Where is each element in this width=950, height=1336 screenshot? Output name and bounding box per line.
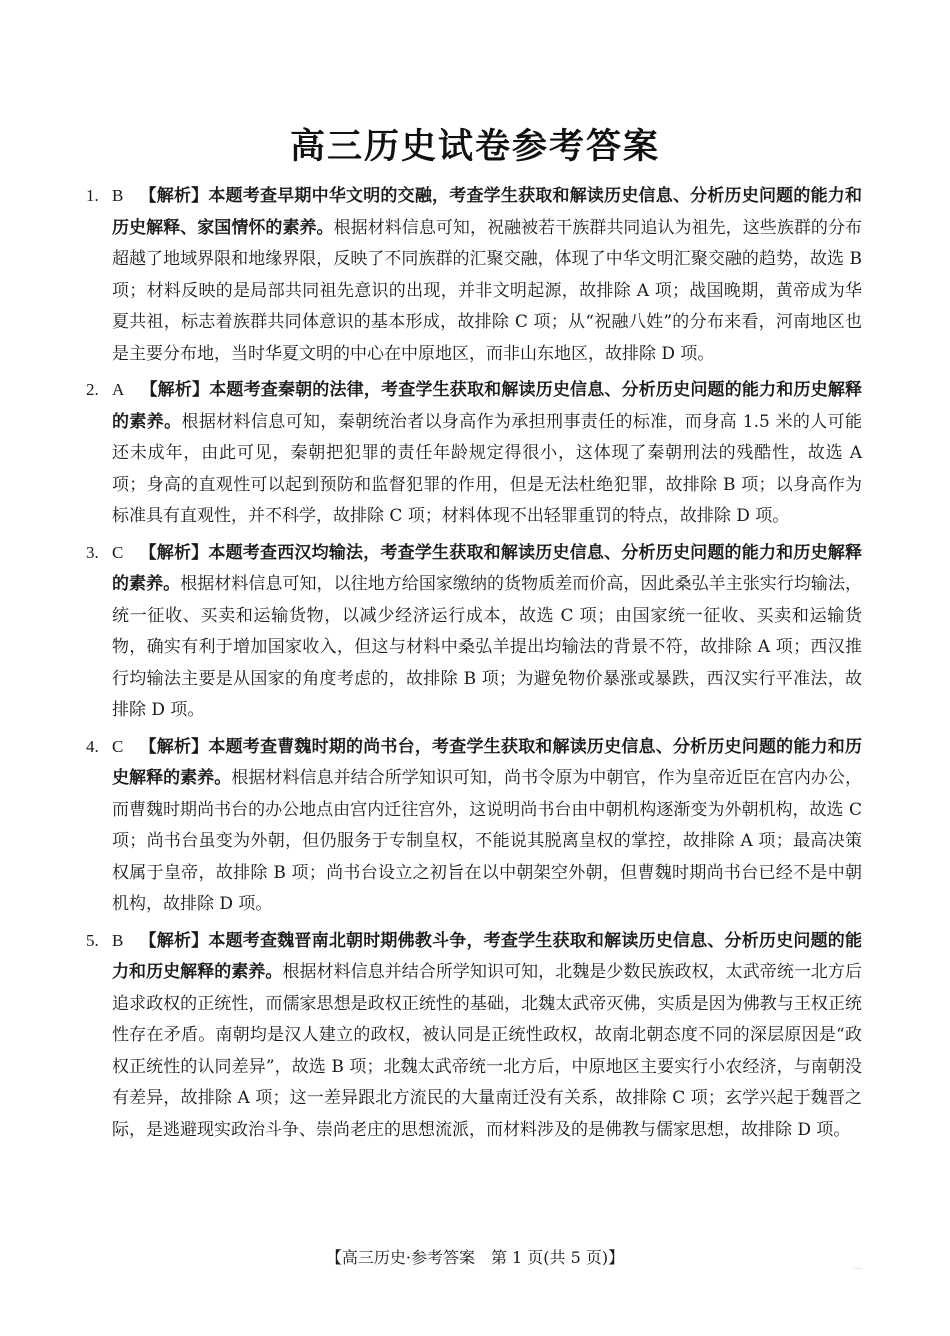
answer-number: 5. [86, 930, 99, 950]
analysis-body: 根据材料信息可知，祝融被若干族群共同追认为祖先，这些族群的分布超越了地域界限和地缘界限，反映了不同族群的汇聚交融，体现了中华文明汇聚交融的趋势，故选 B 项；材料反映的是局部共同祖先意识的出现，并非文明起源，故排除 A 项；战国晚期，黄帝成为华夏共祖，标志着族群共同体意识的基本形成，故排除 C 项；从“祝融八姓”的分布来看，河南地区也是主要分布地，当时华夏文明的中心在中原地区，而非山东地区，故排除 D 项。 [112, 217, 863, 364]
answer-item-1 [86, 180, 862, 370]
analysis-label: 【解析】 [139, 542, 209, 563]
answer-number: 2. [86, 380, 99, 399]
analysis-summary: 本题考查早期中华文明的交融，考查学生获取和解读历史信息、分析历史问题的能力和历史解释、家国情怀的素养。 [112, 186, 862, 238]
answer-choice: C [112, 736, 124, 756]
answer-list [86, 180, 862, 1150]
analysis-body: 根据材料信息并结合所学知识可知，尚书令原为中朝官，作为皇帝近臣在宫内办公，而曹魏时期尚书台的办公地点由宫内迁往宫外，这说明尚书台由中朝机构逐渐变为外朝机构，故选 C 项；尚书台虽变为外朝，但仍服务于专制皇权，不能说其脱离皇权的掌控，故排除 A 项；最高决策权属于皇帝，故排除 B 项；尚书台设立之初旨在以中朝架空外朝，但曹魏时期尚书台已经不是中朝机构，故排除 D 项。 [112, 768, 863, 914]
page-footer: 【高三历史·参考答案 第 1 页(共 5 页)】 [325, 1248, 625, 1267]
analysis-summary: 本题考查西汉均输法，考查学生获取和解读历史信息、分析历史问题的能力和历史解释的素养。 [112, 542, 862, 594]
answer-choice: A [112, 380, 125, 399]
answer-number: 3. [86, 542, 99, 562]
analysis-summary: 本题考查魏晋南北朝时期佛教斗争，考查学生获取和解读历史信息、分析历史问题的能力和历史解释的素养。 [112, 930, 862, 982]
answer-item-5 [86, 925, 862, 1147]
page-title: 高三历史试卷参考答案 [289, 127, 660, 168]
answer-choice: B [112, 186, 124, 205]
analysis-label: 【解析】 [139, 930, 209, 951]
analysis-label: 【解析】 [139, 186, 209, 206]
answer-choice: C [112, 542, 124, 562]
answer-number: 1. [86, 186, 99, 205]
analysis-summary: 本题考查曹魏时期的尚书台，考查学生获取和解读历史信息、分析历史问题的能力和历史解释的素养。 [112, 736, 862, 788]
answer-item-2 [86, 374, 862, 533]
answer-item-4 [86, 731, 862, 921]
analysis-label: 【解析】 [139, 736, 209, 757]
answer-item-3 [86, 537, 862, 727]
answer-choice: B [112, 930, 124, 950]
answer-number: 4. [86, 736, 99, 756]
analysis-body: 根据材料信息可知，秦朝统治者以身高作为承担刑事责任的标准，而身高 1.5 米的人可能还未成年，由此可见，秦朝把犯罪的责任年龄规定得很小，这体现了秦朝刑法的残酷性，故选 A 项；身高的直观性可以起到预防和监督犯罪的作用，但是无法杜绝犯罪，故排除 B 项；以身高作为标准具有直观性，并不科学，故排除 C 项；材料体现不出轻罪重罚的特点，故排除 D 项。 [112, 411, 863, 526]
analysis-summary: 本题考查秦朝的法律，考查学生获取和解读历史信息、分析历史问题的能力和历史解释的素养。 [112, 380, 863, 432]
analysis-body: 根据材料信息并结合所学知识可知，北魏是少数民族政权，太武帝统一北方后追求政权的正统性，而儒家思想是政权正统性的基础，北魏太武帝灭佛，实质是因为佛教与王权正统性存在矛盾。南朝均是汉人建立的政权，被认同是正统性政权，故南北朝态度不同的深层原因是“政权正统性的认同差异”，故选 B 项；北魏太武帝统一北方后，中原地区主要实行小农经济，与南朝没有差异，故排除 A 项；这一差异跟北方流民的大量南迁没有关系，故排除 C 项；玄学兴起于魏晋之际，是逃避现实政治斗争、崇尚老庄的思想流派，而材料涉及的是佛教与儒家思想，故排除 D 项。 [112, 962, 863, 1140]
analysis-label: 【解析】 [140, 380, 210, 400]
analysis-body: 根据材料信息可知，以往地方给国家缴纳的货物质差而价高，因此桑弘羊主张实行均输法，统一征收、买卖和运输货物，以减少经济运行成本，故选 C 项；由国家统一征收、买卖和运输货物，确实有利于增加国家收入，但这与材料中桑弘羊提出均输法的背景不符，故排除 A 项；西汉推行均输法主要是从国家的角度考虑的，故排除 B 项；为避免物价暴涨或暴跌，西汉实行平准法，故排除 D 项。 [112, 574, 862, 720]
footer-mark: ... [853, 1262, 862, 1272]
